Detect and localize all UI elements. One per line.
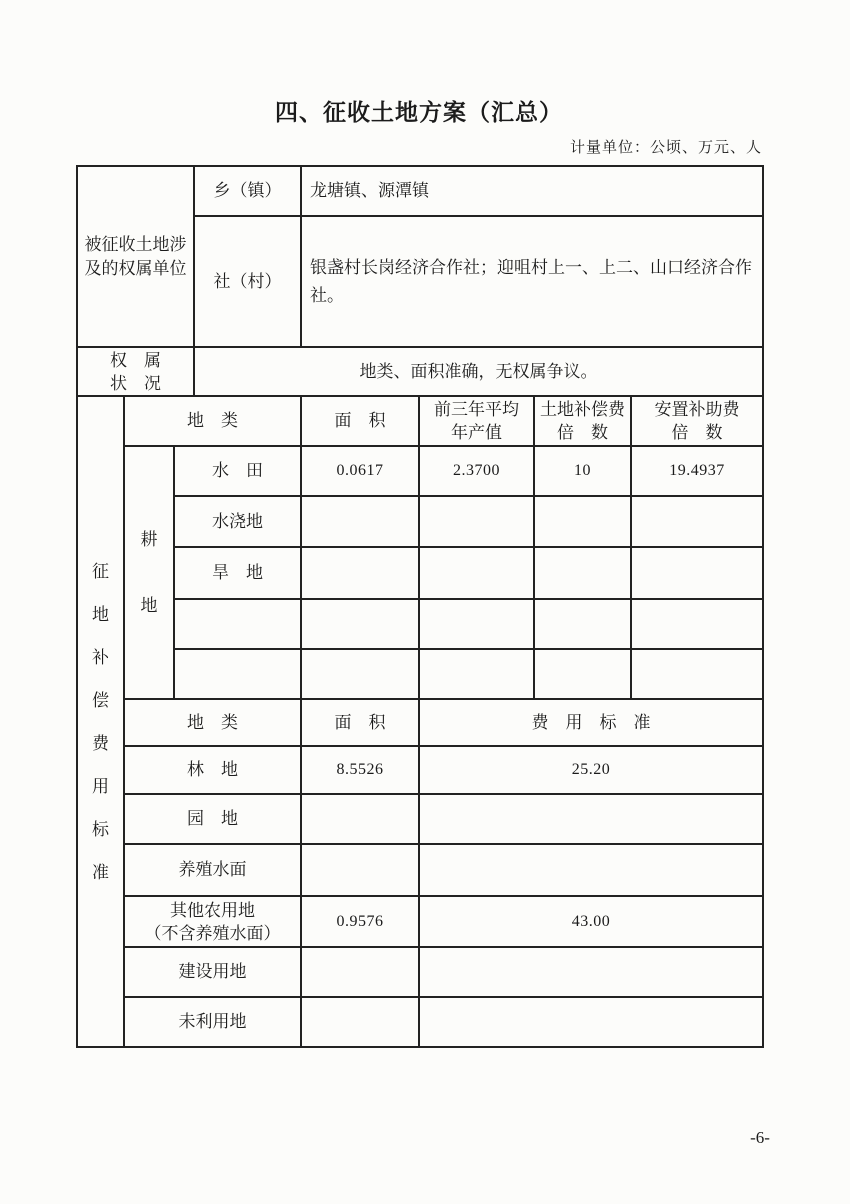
table-row xyxy=(77,699,763,746)
area-cell xyxy=(301,496,419,547)
resettle-multiple-cell xyxy=(631,599,763,649)
area-cell xyxy=(301,997,419,1047)
land-type-cell: 林 地 xyxy=(124,746,301,794)
fee-cell xyxy=(419,794,763,844)
area-cell xyxy=(301,649,419,699)
area-cell: 0.0617 xyxy=(301,446,419,496)
land-type-cell: 水 田 xyxy=(174,446,301,496)
table-row-forest-land xyxy=(77,746,763,794)
annual-output-cell xyxy=(419,599,534,649)
table-row-unused-land xyxy=(77,997,763,1047)
land-type-cell: 园 地 xyxy=(124,794,301,844)
land-comp-multiple-cell xyxy=(534,547,631,599)
header-annual-output-line1: 前三年平均 xyxy=(434,400,519,419)
land-type-cell: 旱 地 xyxy=(174,547,301,599)
area-cell xyxy=(301,844,419,896)
header-resettle-cell xyxy=(631,396,763,446)
page-title: 四、征收土地方案（汇总） xyxy=(275,100,563,125)
table-row-empty xyxy=(77,649,763,699)
cultivated-land-group-cell xyxy=(124,446,174,699)
resettle-multiple-cell xyxy=(631,496,763,547)
land-type-cell xyxy=(124,896,301,947)
table-row-empty xyxy=(77,599,763,649)
land-comp-multiple-cell xyxy=(534,599,631,649)
tenure-status-value-cell: 地类、面积准确，无权属争议。 xyxy=(194,347,763,396)
land-comp-multiple-cell xyxy=(534,496,631,547)
area-cell xyxy=(301,947,419,997)
resettle-multiple-cell: 19.4937 xyxy=(631,446,763,496)
ownership-unit-label-cell xyxy=(77,166,194,347)
table-row xyxy=(77,396,763,446)
fee-cell xyxy=(419,997,763,1047)
header-land-type-cell: 地 类 xyxy=(124,396,301,446)
village-label-cell: 社（村） xyxy=(194,216,301,347)
fee-cell: 25.20 xyxy=(419,746,763,794)
annual-output-cell xyxy=(419,649,534,699)
fee-cell xyxy=(419,844,763,896)
header-resettle-line2: 倍 数 xyxy=(671,423,723,442)
fee-cell: 43.00 xyxy=(419,896,763,947)
table-row-dry-land xyxy=(77,547,763,599)
table-row-paddy-field xyxy=(77,446,763,496)
header-land-comp-cell xyxy=(534,396,631,446)
annual-output-cell: 2.3700 xyxy=(419,446,534,496)
cultivated-land-group-label: 耕地 xyxy=(140,529,158,615)
land-comp-multiple-cell: 10 xyxy=(534,446,631,496)
header-resettle-line1: 安置补助费 xyxy=(654,400,740,419)
table-row xyxy=(77,166,763,216)
page-number: -6- xyxy=(750,1128,770,1147)
area-cell: 0.9576 xyxy=(301,896,419,947)
township-label-cell: 乡（镇） xyxy=(194,166,301,216)
header-land-comp-line2: 倍 数 xyxy=(557,423,608,442)
header2-area-cell: 面 积 xyxy=(301,699,419,746)
area-cell xyxy=(301,794,419,844)
annual-output-cell xyxy=(419,496,534,547)
table-row-garden-land xyxy=(77,794,763,844)
compensation-standards-table xyxy=(76,395,764,1048)
header2-fee-standard-cell: 费 用 标 准 xyxy=(419,699,763,746)
land-type-line1: 其他农用地 xyxy=(170,900,255,920)
ownership-unit-label-line2: 及的权属单位 xyxy=(84,258,187,278)
header-area-cell: 面 积 xyxy=(301,396,419,446)
land-type-line2: （不含养殖水面） xyxy=(144,923,281,943)
village-value-cell: 银盏村长岗经济合作社；迎咀村上一、上二、山口经济合作社。 xyxy=(301,216,763,347)
resettle-multiple-cell xyxy=(631,649,763,699)
compensation-standard-side-label: 征地补偿费用标准 xyxy=(92,561,109,882)
area-cell: 8.5526 xyxy=(301,746,419,794)
tenure-status-label-line1: 权 属 xyxy=(110,350,161,370)
annual-output-cell xyxy=(419,547,534,599)
township-value-cell: 龙塘镇、源潭镇 xyxy=(301,166,763,216)
compensation-standard-side-label-cell xyxy=(77,396,124,1047)
unit-note: 计量单位：公顷、万元、人 xyxy=(569,140,762,156)
land-type-cell xyxy=(174,649,301,699)
tenure-status-label-line2: 状 况 xyxy=(110,373,161,393)
header2-land-type-cell: 地 类 xyxy=(124,699,301,746)
table-row-irrigated-land xyxy=(77,496,763,547)
land-type-cell: 养殖水面 xyxy=(124,844,301,896)
table-row-aquaculture xyxy=(77,844,763,896)
area-cell xyxy=(301,547,419,599)
table-row-construction-land xyxy=(77,947,763,997)
ownership-table xyxy=(76,165,764,397)
land-type-cell: 未利用地 xyxy=(124,997,301,1047)
land-comp-multiple-cell xyxy=(534,649,631,699)
land-type-cell: 水浇地 xyxy=(174,496,301,547)
ownership-unit-label-line1: 被征收土地涉 xyxy=(84,234,187,254)
land-type-cell xyxy=(174,599,301,649)
fee-cell xyxy=(419,947,763,997)
header-annual-output-line2: 年产值 xyxy=(451,423,502,442)
resettle-multiple-cell xyxy=(631,547,763,599)
land-type-cell: 建设用地 xyxy=(124,947,301,997)
header-annual-output-cell xyxy=(419,396,534,446)
table-row-other-agricultural xyxy=(77,896,763,947)
table-row xyxy=(77,347,763,396)
header-land-comp-line1: 土地补偿费 xyxy=(540,400,625,419)
tenure-status-label-cell xyxy=(77,347,194,396)
area-cell xyxy=(301,599,419,649)
